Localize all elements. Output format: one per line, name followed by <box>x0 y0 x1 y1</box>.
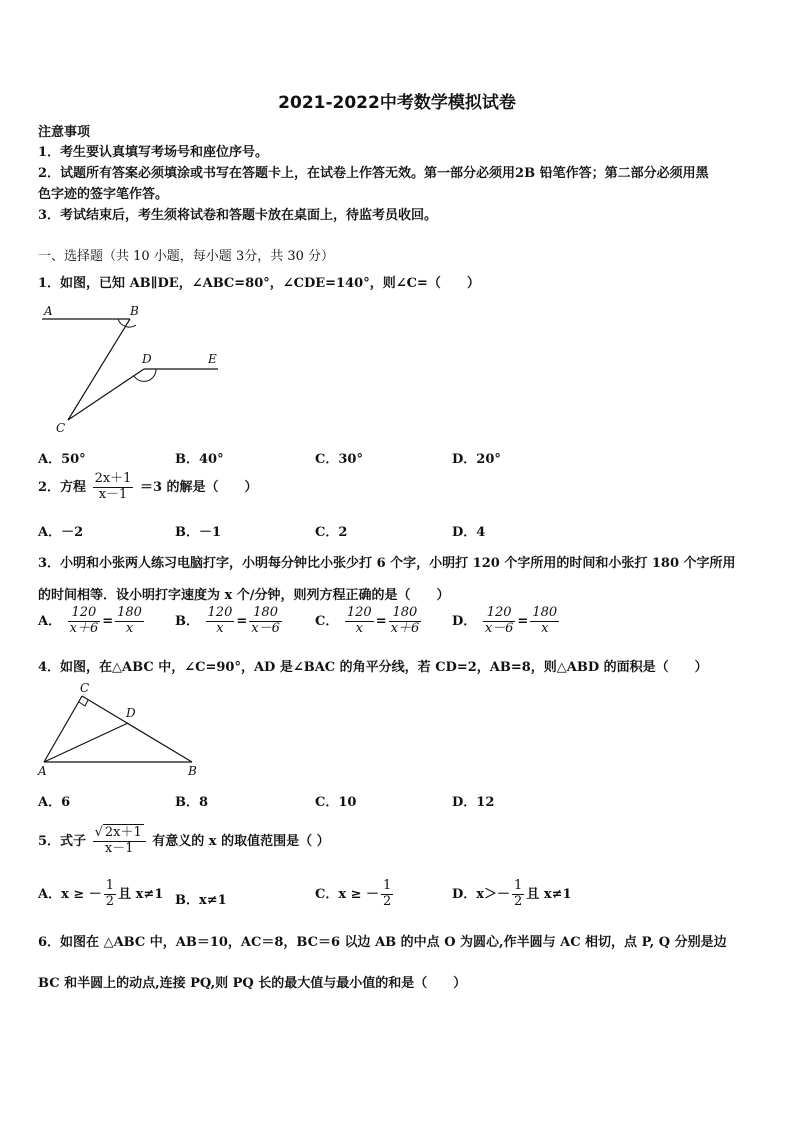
q5-numerator: √ 2x＋1 <box>93 826 146 842</box>
q3-stem-line2: 的时间相等．设小明打字速度为 x 个/分钟，则列方程正确的是（ ） <box>38 588 450 603</box>
q5-option-c <box>315 879 395 910</box>
q1-option-a: A．50° <box>38 452 86 467</box>
notice-item-2: 2．试题所有答案必须填涂或书写在答题卡上，在试卷上作答无效。第一部分必须用2B 铅笔作答；第二部分必须用黑 <box>38 166 709 181</box>
q3-option-c-label: C． <box>315 613 339 629</box>
q3-stem-line1: 3．小明和小张两人练习电脑打字，小明每分钟比小张少打 6 个字，小明打 120 个字所用的时间和小张打 180 个字所用 <box>38 556 736 571</box>
q4-figure <box>36 680 206 780</box>
page-title: 2021-2022中考数学模拟试卷 <box>278 93 516 113</box>
q2-option-a: A．－2 <box>38 525 84 540</box>
q1-option-c: C．30° <box>315 452 363 467</box>
q3-option-b: B． $\frac{120}{x}$ = $\frac{180}{x-6}$ <box>175 605 280 636</box>
q6-stem-line2: BC 和半圆上的动点,连接 PQ,则 PQ 长的最大值与最小值的和是（ ） <box>38 976 467 991</box>
q2-stem <box>38 472 258 503</box>
q4-label-d: D <box>126 706 136 720</box>
q5-suffix: 有意义的 x 的取值范围是（ ） <box>152 833 330 849</box>
q1-option-d: D．20° <box>452 452 501 467</box>
q4-label-c: C <box>80 681 90 695</box>
q3-option-c: C． $\frac{120}{x}$ = $\frac{180}{x+6}$ <box>315 605 420 636</box>
q4-label-b: B <box>188 764 197 778</box>
q3-option-c-right <box>389 606 422 637</box>
q5-a-fraction <box>104 879 116 910</box>
q5-c-num: 1 <box>383 878 392 893</box>
q5-c-label: C．x ≥ － <box>315 886 380 902</box>
q3-d-ln: 120 <box>483 606 516 622</box>
q3-b-ld: x <box>216 620 224 636</box>
q1-label-e: E <box>208 352 217 366</box>
q4-label-a: A <box>38 764 47 778</box>
q3-b-rd: x－6 <box>251 620 280 636</box>
q2-option-d: D．4 <box>452 525 486 540</box>
q5-denominator: x－1 <box>104 840 134 856</box>
q5-radicand: 2x＋1 <box>104 825 142 840</box>
q5-option-a <box>38 879 163 910</box>
q5-option-b: B．x≠1 <box>175 893 227 908</box>
q3-c-rd: x＋6 <box>390 620 420 636</box>
q1-stem: 1．如图，已知 AB∥DE，∠ABC=80°，∠CDE=140°，则∠C=（ ） <box>38 276 480 291</box>
q4-option-c: C．10 <box>315 795 357 810</box>
q3-option-d-right <box>530 606 559 637</box>
q4-option-b: B．8 <box>175 795 209 810</box>
q3-option-d: D． $\frac{120}{x-6}$ = $\frac{180}{x}$ <box>452 605 558 636</box>
q3-d-ld: x－6 <box>484 620 514 636</box>
q3-option-a-label: A． <box>38 613 62 629</box>
q4-stem: 4．如图，在△ABC 中，∠C=90°，AD 是∠BAC 的角平分线，若 CD=2，AB=8，则△ABD 的面积是（ ） <box>38 660 708 675</box>
q3-a-rd: x <box>125 620 134 636</box>
q2-numerator: 2x＋1 <box>94 471 132 486</box>
q3-b-ln: 120 <box>207 605 233 620</box>
q3-a-ln: 120 <box>68 606 101 622</box>
q3-option-d-left <box>483 606 516 637</box>
q3-b-rn: 180 <box>249 606 282 622</box>
q1-option-b: B．40° <box>175 452 224 467</box>
q3-c-ln: 120 <box>346 605 372 620</box>
q5-d-tail: 且 x≠1 <box>526 886 572 902</box>
q5-a-tail: 且 x≠1 <box>118 886 164 902</box>
q3-c-ld: x <box>355 620 363 636</box>
q5-a-num: 1 <box>105 878 115 893</box>
notice-item-1: 1．考生要认真填写考场号和座位序号。 <box>38 145 269 160</box>
q3-option-c-left <box>345 606 374 637</box>
q3-a-rn: 180 <box>117 605 142 620</box>
q5-option-d <box>452 879 572 910</box>
q3-option-a: A． $\frac{120}{x+6}$ = $\frac{180}{x}$ <box>38 605 142 636</box>
q1-label-d: D <box>142 352 152 366</box>
q3-option-b-label: B． <box>175 613 199 629</box>
q3-option-d-label: D． <box>452 613 477 629</box>
q6-stem-line1: 6．如图在 △ABC 中，AB＝10，AC＝8，BC＝6 以边 AB 的中点 O 为圆心,作半圆与 AC 相切，点 P, Q 分别是边 <box>38 935 727 950</box>
notice-item-3: 3．考试结束后，考生须将试卷和答题卡放在桌面上，待监考员收回。 <box>38 208 438 223</box>
q2-option-b: B．－1 <box>175 525 222 540</box>
q4-option-d: D．12 <box>452 795 495 810</box>
q5-prefix: 5．式子 <box>38 833 87 849</box>
notice-heading: 注意事项 <box>38 125 91 140</box>
q5-d-num: 1 <box>514 878 523 893</box>
q3-option-b-left <box>206 606 235 637</box>
q3-c-rn: 180 <box>389 606 422 622</box>
q2-prefix: 2．方程 <box>38 479 87 495</box>
q3-d-rd: x <box>541 620 549 636</box>
q5-d-label: D．x＞－ <box>452 886 511 902</box>
q2-fraction <box>93 472 134 503</box>
notice-item-2-cont: 色字迹的签字笔作答。 <box>38 187 169 202</box>
q1-figure <box>38 302 228 437</box>
q1-label-c: C <box>56 421 66 435</box>
q2-option-c: C．2 <box>315 525 348 540</box>
q3-a-ld: x＋6 <box>69 620 99 636</box>
q1-label-b: B <box>130 304 139 318</box>
q5-fraction <box>93 826 146 857</box>
q3-option-a-left <box>68 606 101 637</box>
q2-suffix: ＝3 的解是（ ） <box>139 479 258 495</box>
q5-c-fraction <box>381 879 393 910</box>
q2-denominator: x－1 <box>98 486 128 502</box>
q5-c-den: 2 <box>383 893 392 909</box>
q1-label-a: A <box>44 304 53 318</box>
q5-stem <box>38 826 330 857</box>
q3-option-a-right <box>115 606 144 637</box>
q5-d-fraction <box>512 879 524 910</box>
q5-a-den: 2 <box>105 893 115 909</box>
q4-option-a: A．6 <box>38 795 71 810</box>
section-heading: 一、选择题（共 10 小题，每小题 3分，共 30 分） <box>38 249 335 264</box>
q5-d-den: 2 <box>514 893 523 909</box>
q5-a-label: A．x ≥ － <box>38 886 102 902</box>
q3-d-rn: 180 <box>532 605 558 620</box>
q3-option-b-right <box>249 606 282 637</box>
